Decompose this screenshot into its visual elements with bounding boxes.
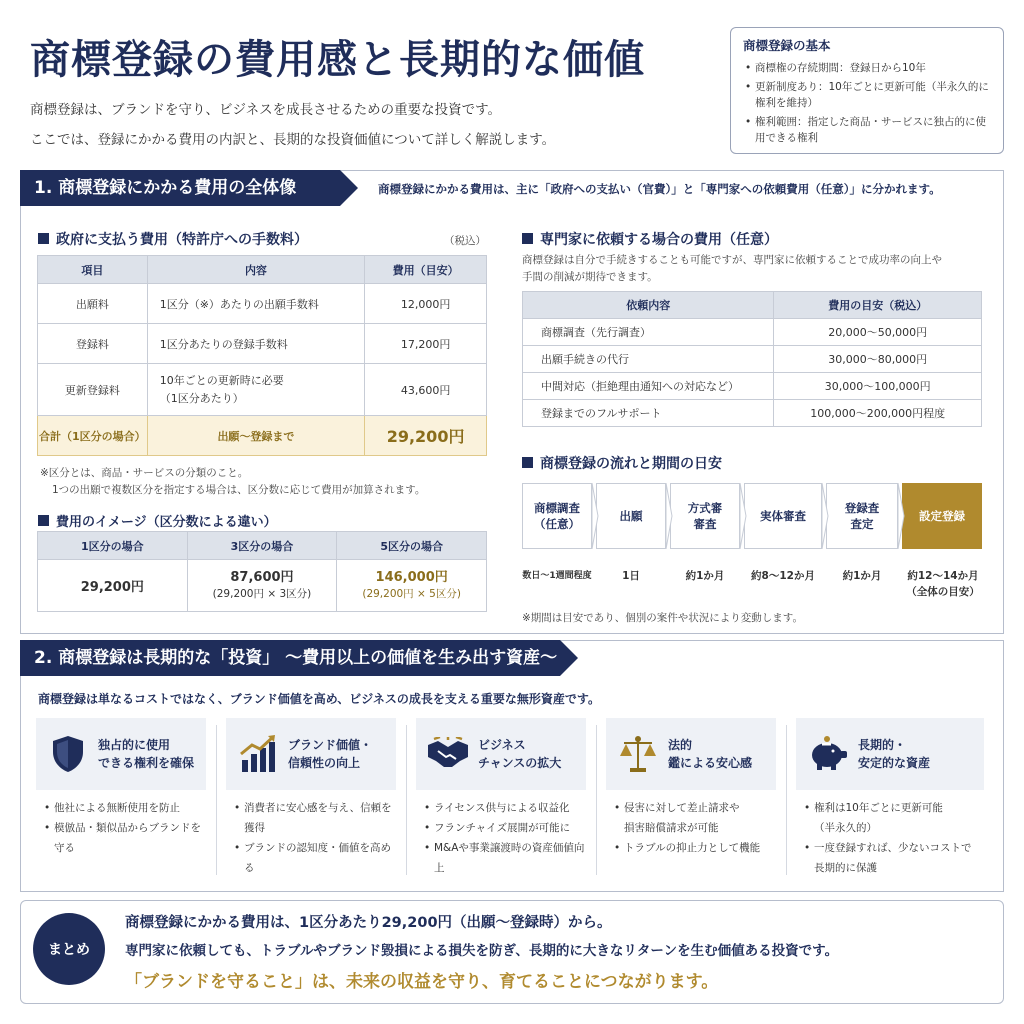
cost-image-table: 1区分の場合 3区分の場合 5区分の場合 29,200円 87,600円 (29,200円 × 3区分) 146,000円 (29,200円 × 5区分) bbox=[37, 531, 487, 612]
footnote: 1つの出願で複数区分を指定する場合は、区分数に応じて費用が加算されます。 bbox=[52, 484, 426, 496]
basics-title: 商標登録の基本 bbox=[743, 38, 831, 53]
divider bbox=[596, 725, 597, 875]
section2-lead: 商標登録は単なるコストではなく、ブランド価値を高め、ビジネスの成長を支える重要な無形資産です。 bbox=[38, 692, 600, 706]
summary-badge: まとめ bbox=[33, 913, 105, 985]
flow-time: 約8〜12か月 bbox=[751, 570, 815, 582]
flow-time: 1日 bbox=[622, 570, 640, 582]
cost-image-heading: 費用のイメージ（区分数による違い） bbox=[38, 511, 277, 530]
square-bullet-icon bbox=[38, 515, 49, 526]
expert-table: 依頼内容 費用の目安（税込） 商標調査（先行調査） 20,000〜50,000円 出願手続きの代行 30,000〜80,000円 中間対応（拒絶理由通知への対応など） 30,000〜100,000円 登録までのフルサポート 100,000〜200,000円程度 bbox=[522, 291, 982, 427]
flow-step: 出願 bbox=[596, 483, 666, 549]
list-item: • 権利は10年ごとに更新可能 bbox=[802, 798, 984, 818]
basics-item: • 商標権の存続期間：登録日から10年 bbox=[743, 60, 991, 76]
list-item: • ライセンス供与による収益化 bbox=[422, 798, 586, 818]
section1-banner: 1. 商標登録にかかる費用の全体像 bbox=[20, 170, 340, 206]
flow-step: 実体審査 bbox=[744, 483, 822, 549]
intro-text: 商標登録は、ブランドを守り、ビジネスを成長させるための重要な投資です。 bbox=[30, 102, 502, 118]
flow-step: 商標調査 （任意） bbox=[522, 483, 592, 549]
expert-desc: 手間の削減が期待できます。 bbox=[522, 271, 658, 283]
square-bullet-icon bbox=[38, 233, 49, 244]
list-item: 長期的に保護 bbox=[814, 862, 877, 874]
section2-banner: 2. 商標登録は長期的な「投資」 〜費用以上の価値を生み出す資産〜 bbox=[20, 640, 560, 676]
tax-note: （税込） bbox=[444, 235, 486, 247]
summary-line: 専門家に依頼しても、トラブルやブランド毀損による損失を防ぎ、長期的に大きなリターンを生む価値ある投資です。 bbox=[125, 943, 839, 959]
section1-note: 商標登録にかかる費用は、主に「政府への支払い（官費）」と「専門家への依頼費用（任意）」に分かれます。 bbox=[378, 182, 941, 196]
list-item: • 他社による無断使用を防止 bbox=[42, 798, 206, 818]
table-row: 出願料 1区分（※）あたりの出願手数料 12,000円 bbox=[38, 284, 487, 324]
divider bbox=[216, 725, 217, 875]
list-item: • 消費者に安心感を与え、信頼を bbox=[232, 798, 396, 818]
basics-item: • 権利範囲：指定した商品・サービスに独占的に使用できる権利 bbox=[743, 114, 991, 146]
list-item: 獲得 bbox=[244, 822, 265, 834]
list-item: • フランチャイズ展開が可能に bbox=[422, 818, 586, 838]
table-row: 出願手続きの代行 30,000〜80,000円 bbox=[523, 346, 982, 373]
value-card: ブランド価値・ 信頼性の向上 • 消費者に安心感を与え、信頼を 獲得 • ブランドの認知度・価値を高める bbox=[226, 718, 396, 884]
expert-desc: 商標登録は自分で手続きすることも可能ですが、専門家に依頼することで成功率の向上や bbox=[522, 254, 942, 266]
square-bullet-icon bbox=[522, 457, 533, 468]
list-item: • 侵害に対して差止請求や bbox=[612, 798, 776, 818]
list-item: 損害賠償請求が可能 bbox=[624, 822, 719, 834]
table-row: 登録料 1区分あたりの登録手数料 17,200円 bbox=[38, 324, 487, 364]
list-item: • 模倣品・類似品からブランドを bbox=[42, 818, 206, 838]
table-row: 登録までのフルサポート 100,000〜200,000円程度 bbox=[523, 400, 982, 427]
flow-arrows bbox=[580, 483, 982, 549]
divider bbox=[786, 725, 787, 875]
page-title: 商標登録の費用感と長期的な価値 bbox=[30, 36, 645, 83]
value-card: 法的 鑑による安心感 • 侵害に対して差止請求や 損害賠償請求が可能 • トラブルの抑止力として機能 bbox=[606, 718, 776, 884]
divider bbox=[406, 725, 407, 875]
list-item: • M&Aや事業譲渡時の資産価値向上 bbox=[422, 838, 586, 878]
flow-step: 登録査 査定 bbox=[826, 483, 898, 549]
summary-line: 商標登録にかかる費用は、1区分あたり29,200円（出願〜登録時）から。 bbox=[125, 915, 612, 931]
gov-fees-heading: 政府に支払う費用（特許庁への手数料） bbox=[38, 229, 308, 249]
flow-time: 約1か月 bbox=[842, 570, 882, 582]
flow-time: 約12〜14か月 （全体の目安） bbox=[906, 570, 980, 598]
growth-chart-icon bbox=[236, 732, 280, 776]
table-header: 費用（目安） bbox=[365, 256, 487, 284]
list-item: 守る bbox=[54, 842, 75, 854]
table-header: 項目 bbox=[38, 256, 148, 284]
list-item: • 一度登録すれば、少ないコストで bbox=[802, 838, 984, 858]
table-row: 中間対応（拒絶理由通知への対応など） 30,000〜100,000円 bbox=[523, 373, 982, 400]
summary-highlight: 「ブランドを守ること」は、未来の収益を守り、育てることにつながります。 bbox=[125, 972, 719, 992]
list-item: （半永久的） bbox=[814, 822, 877, 834]
value-card: 独占的に使用 できる権利を確保 • 他社による無断使用を防止 • 模倣品・類似品からブランドを 守る bbox=[36, 718, 206, 884]
chevron-right-icon bbox=[898, 483, 904, 549]
chevron-right-icon bbox=[666, 483, 672, 549]
value-card: 長期的・ 安定的な資産 • 権利は10年ごとに更新可能 （半永久的） • 一度登録すれば、少ないコストで 長期的に保護 bbox=[796, 718, 984, 884]
chevron-right-icon bbox=[822, 483, 828, 549]
value-card: ビジネス チャンスの拡大 • ライセンス供与による収益化 • フランチャイズ展開が可能に • M&Aや事業譲渡時の資産価値向上 bbox=[416, 718, 586, 884]
expert-heading: 専門家に依頼する場合の費用（任意） bbox=[522, 229, 778, 249]
list-item: • トラブルの抑止力として機能 bbox=[612, 838, 776, 858]
footnote: ※区分とは、商品・サービスの分類のこと。 bbox=[40, 467, 249, 479]
intro-text: ここでは、登録にかかる費用の内訳と、長期的な投資価値について詳しく解説します。 bbox=[30, 132, 556, 148]
total-row: 合計（1区分の場合） 出願〜登録まで 29,200円 bbox=[38, 416, 487, 456]
flow-step-final: 設定登録 bbox=[902, 483, 982, 549]
flow-heading: 商標登録の流れと期間の日安 bbox=[522, 453, 722, 473]
table-row: 商標調査（先行調査） 20,000〜50,000円 bbox=[523, 319, 982, 346]
handshake-icon bbox=[426, 732, 470, 776]
flow-note: ※期間は目安であり、個別の案件や状況により変動します。 bbox=[522, 612, 803, 624]
square-bullet-icon bbox=[522, 233, 533, 244]
list-item: • ブランドの認知度・価値を高める bbox=[232, 838, 396, 878]
flow-step: 方式審 審査 bbox=[670, 483, 740, 549]
flow-time: 数日〜1週間程度 bbox=[522, 571, 592, 581]
shield-icon bbox=[46, 732, 90, 776]
basics-item: • 更新制度あり：10年ごとに更新可能（半永久的に権利を維持） bbox=[743, 79, 991, 111]
flow-time: 約1か月 bbox=[685, 570, 725, 582]
chevron-right-icon bbox=[592, 483, 598, 549]
basics-box bbox=[730, 27, 1004, 154]
scales-icon bbox=[616, 732, 660, 776]
gov-fees-table bbox=[37, 255, 487, 456]
piggy-bank-icon bbox=[806, 732, 850, 776]
chevron-right-icon bbox=[740, 483, 746, 549]
table-row: 更新登録料 10年ごとの更新時に必要 （1区分あたり） 43,600円 bbox=[38, 364, 487, 416]
table-header: 内容 bbox=[147, 256, 364, 284]
